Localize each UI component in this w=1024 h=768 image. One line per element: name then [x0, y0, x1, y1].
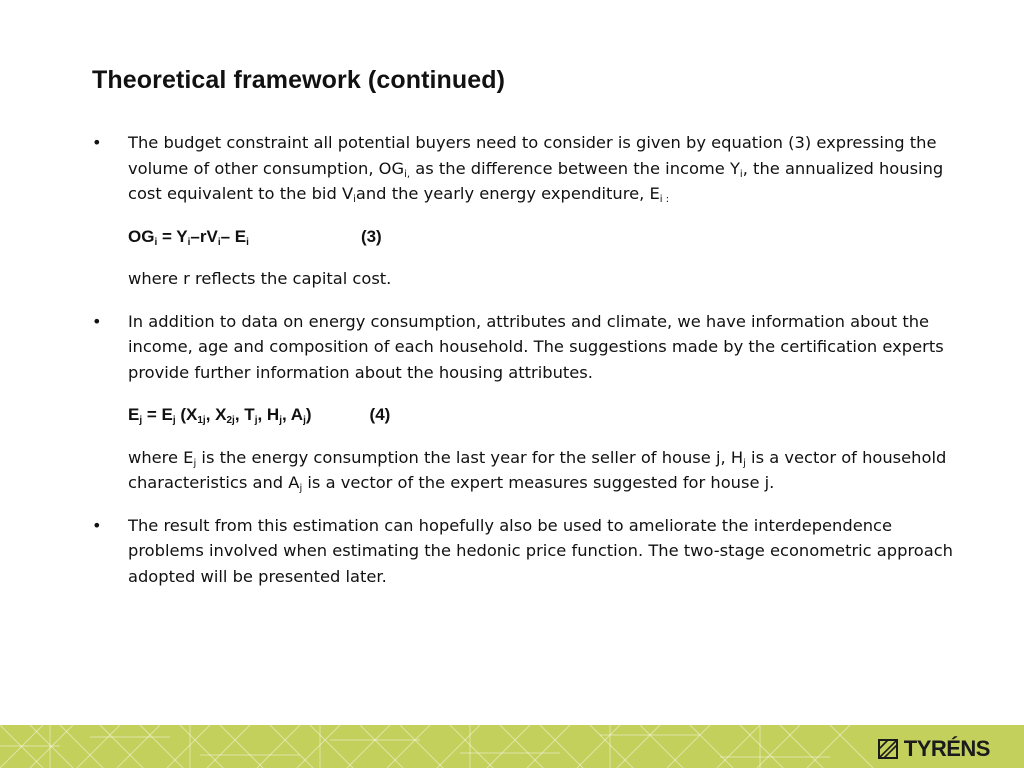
- subscript: j: [193, 457, 197, 469]
- bullet-item: [92, 130, 962, 207]
- text-run: , A: [281, 405, 304, 424]
- text-run: is the energy consumption the last year for the seller of house j, H: [196, 447, 744, 467]
- text-run: E: [128, 405, 140, 424]
- footer-band: [0, 725, 1024, 768]
- bullet-text: [128, 133, 943, 203]
- bullet-symbol: •: [92, 515, 102, 535]
- bullet-text: In addition to data on energy consumption, attributes and climate, we have information about the income, age and composition of each household. The suggestions made by the certification experts provide further information about the housing attributes.: [128, 311, 944, 382]
- slide-content: [92, 130, 962, 589]
- logo-text: TYRÉNS: [903, 736, 990, 761]
- subscript: j: [139, 415, 143, 426]
- text-run: , H: [257, 405, 280, 424]
- note-text: [128, 448, 946, 493]
- text-run: where E: [128, 447, 194, 467]
- text-run: , T: [234, 405, 255, 424]
- bullet-text: The result from this estimation can hopefully also be used to ameliorate the interdependence problems involved when estimating the hedonic price function. The two-stage econometric approach adopted will be presented later.: [128, 515, 953, 586]
- footer-pattern: [0, 725, 1024, 768]
- text-run: and the yearly energy expenditure, E: [355, 184, 660, 203]
- equation-note: [92, 266, 962, 292]
- bullet-symbol: •: [92, 133, 102, 152]
- text-run: ): [305, 405, 312, 424]
- text-run: –rV: [190, 226, 218, 246]
- bullet-symbol: •: [92, 311, 102, 331]
- text-run: is a vector of household characteristics and A: [128, 447, 947, 492]
- equation-4: [92, 402, 962, 428]
- subscript: j: [299, 483, 303, 494]
- subscript: i: [187, 236, 191, 248]
- equation-number: (4): [369, 405, 391, 424]
- bullet-item: [92, 513, 962, 590]
- subscript: i: [217, 236, 221, 248]
- text-run: = Y: [157, 226, 188, 246]
- subscript: i :: [659, 194, 670, 205]
- subscript: 1j: [197, 415, 206, 426]
- text-run: – E: [220, 226, 247, 246]
- equation-3: [92, 224, 962, 250]
- subscript: j: [254, 415, 258, 426]
- equation-number: (3): [360, 226, 382, 246]
- text-run: OG: [128, 226, 155, 246]
- text-run: , the annualized housing cost equivalent to the bid V: [128, 158, 944, 203]
- subscript: 2j: [226, 415, 235, 426]
- equation-body: [128, 405, 312, 424]
- slide-title: Theoretical framework (continued): [92, 66, 506, 94]
- tyrens-logo: [878, 736, 990, 762]
- text-run: is a vector of the expert measures suggested for house j.: [302, 473, 775, 492]
- subscript: i: [353, 194, 356, 205]
- text-run: as the difference between the income Y: [410, 158, 740, 178]
- subscript: i: [154, 236, 158, 248]
- note-text: where r reflects the capital cost.: [128, 269, 392, 288]
- text-run: (X: [175, 405, 198, 424]
- equation-note: [92, 445, 962, 496]
- subscript: j: [743, 457, 746, 469]
- subscript: i,: [404, 168, 411, 180]
- bullet-item: [92, 309, 962, 386]
- subscript: i: [739, 168, 743, 180]
- tyrens-logo-icon: [878, 739, 898, 759]
- equation-body: [128, 227, 249, 246]
- subscript: j: [303, 415, 306, 426]
- subscript: i: [246, 236, 249, 248]
- subscript: j: [279, 415, 282, 426]
- text-run: = E: [142, 405, 173, 424]
- text-run: The budget constraint all potential buyers need to consider is given by equation (3) expressing the volume of other consumption, OG: [128, 133, 937, 178]
- subscript: j: [172, 415, 176, 426]
- text-run: , X: [205, 405, 227, 424]
